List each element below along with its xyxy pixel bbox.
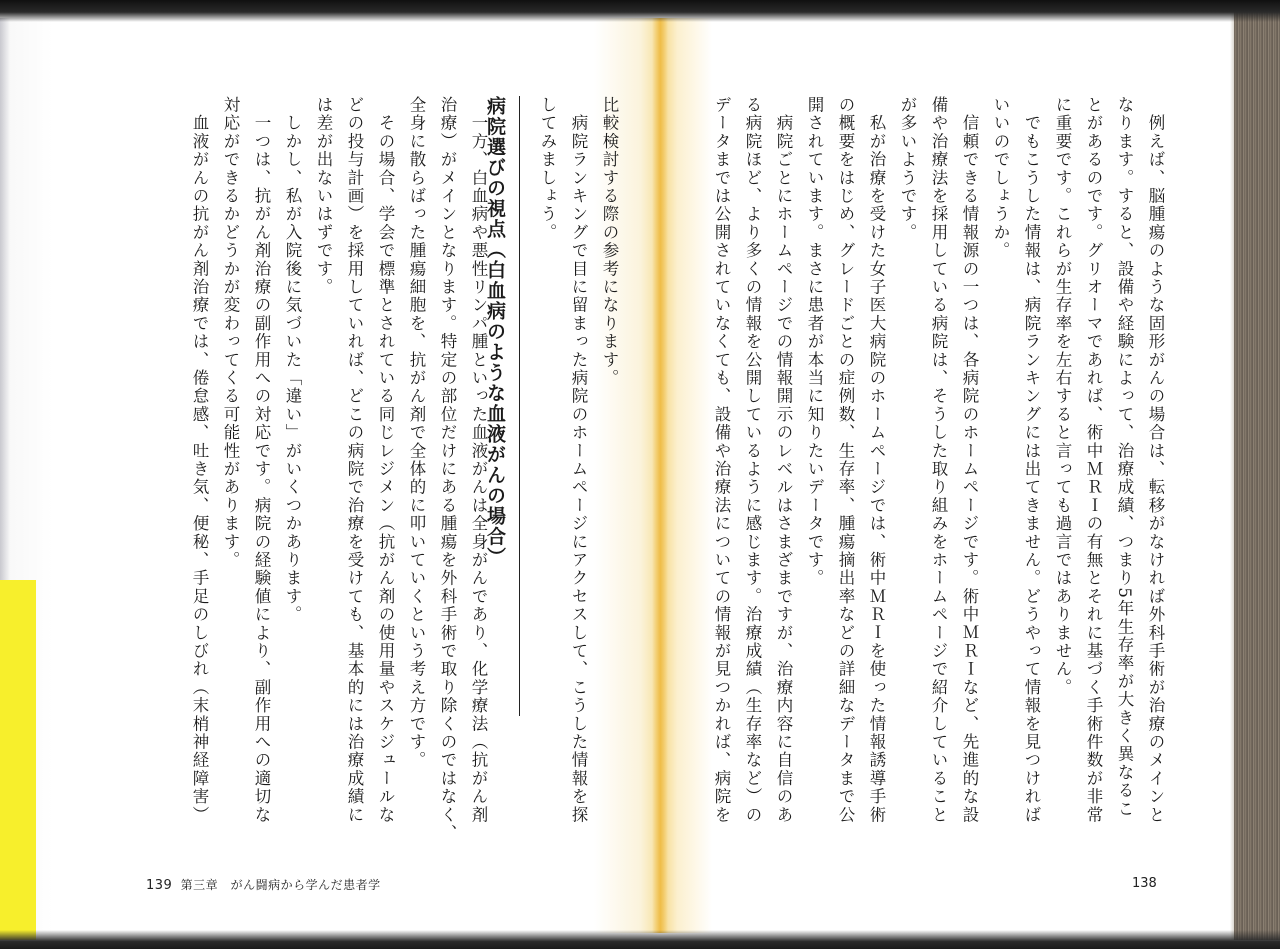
- chapter-label: 第三章 がん闘病から学んだ患者学: [180, 878, 381, 892]
- left-page-body: [184, 96, 494, 843]
- body-line: る病院ほど、より多くの情報を公開しているように感じます。治療成績（生存率など）の: [743, 96, 762, 824]
- left-page-number: 139: [146, 878, 173, 893]
- body-line: 血液がんの抗がん剤治療では、倦怠感、吐き気、便秘、手足のしびれ（末梢神経障害）: [190, 96, 209, 824]
- top-shadow: [0, 0, 1280, 22]
- body-line: 一方、白血病や悪性リンパ腫といった血液がんは全身がんであり、化学療法（抗がん剤: [469, 96, 488, 824]
- left-page-intro: [532, 96, 625, 836]
- page-stack: [1234, 10, 1280, 940]
- body-line: 病院ランキングで目に留まった病院のホームページにアクセスして、こうした情報を探: [569, 96, 588, 824]
- body-line: 病院ごとにホームページでの情報開示のレベルはさまざまですが、治療内容に自信のあ: [774, 96, 793, 824]
- yellow-highlight-mark: [0, 580, 36, 940]
- body-line: なります。すると、設備や経験によって、治療成績、つまり5年生存率が大きく異なるこ: [1115, 96, 1134, 818]
- body-line: しかし、私が入院後に気づいた「違い」がいくつかあります。: [283, 96, 302, 624]
- body-line: 治療）がメインとなります。特定の部位だけにある腫瘍を外科手術で取り除くのではなく、: [438, 96, 457, 843]
- body-line: 信頼できる情報源の一つは、各病院のホームページです。術中ＭＲＩなど、先進的な設: [960, 96, 979, 824]
- right-page-body: [706, 96, 1171, 856]
- body-line: 開されています。まさに患者が本当に知りたいデータです。: [805, 96, 824, 588]
- right-page-number: 138: [1132, 876, 1157, 891]
- body-line: でもこうした情報は、病院ランキングには出てきません。どうやって情報を見つければ: [1022, 96, 1041, 824]
- body-line: どの投与計画）を採用していれば、どこの病院で治療を受けても、基本的には治療成績に: [345, 96, 364, 824]
- bottom-shadow: [0, 930, 1280, 949]
- body-line: 比較検討する際の参考になります。: [600, 96, 619, 388]
- body-line: に重要です。これらが生存率を左右すると言っても過言ではありません。: [1053, 96, 1072, 697]
- body-line: が多いようです。: [898, 96, 917, 242]
- body-line: データまでは公開されていなくても、設備や治療法についての情報が見つかれば、病院を: [712, 96, 731, 824]
- section-heading: 病院選びの視点（白血病のような血液がんの場合）: [472, 96, 520, 716]
- body-line: その場合、学会で標準とされている同じレジメン（抗がん剤の使用量やスケジュールな: [376, 96, 395, 824]
- left-page-footer: [146, 876, 381, 893]
- body-line: いいのでしょうか。: [991, 96, 1010, 260]
- body-line: してみましょう。: [538, 96, 557, 242]
- body-line: 私が治療を受けた女子医大病院のホームページでは、術中ＭＲＩを使った情報誘導手術: [867, 96, 886, 824]
- body-line: 備や治療法を採用している病院は、そうした取り組みをホームページで紹介していること: [929, 96, 948, 824]
- book-gutter: [652, 18, 668, 933]
- body-line: の概要をはじめ、グレードごとの症例数、生存率、腫瘍摘出率などの詳細なデータまで公: [836, 96, 855, 824]
- body-line: 対応ができるかどうかが変わってくる可能性があります。: [221, 96, 240, 570]
- body-line: 一つは、抗がん剤治療の副作用への対応です。病院の経験値により、副作用への適切な: [252, 96, 271, 824]
- body-line: 全身に散らばった腫瘍細胞を、抗がん剤で全体的に叩いていくという考え方です。: [407, 96, 426, 770]
- body-line: は差が出ないはずです。: [314, 96, 333, 297]
- body-line: とがあるのです。グリオーマであれば、術中ＭＲＩの有無とそれに基づく手術件数が非常: [1084, 96, 1103, 824]
- body-line: 例えば、脳腫瘍のような固形がんの場合は、転移がなければ外科手術が治療のメインと: [1146, 96, 1165, 824]
